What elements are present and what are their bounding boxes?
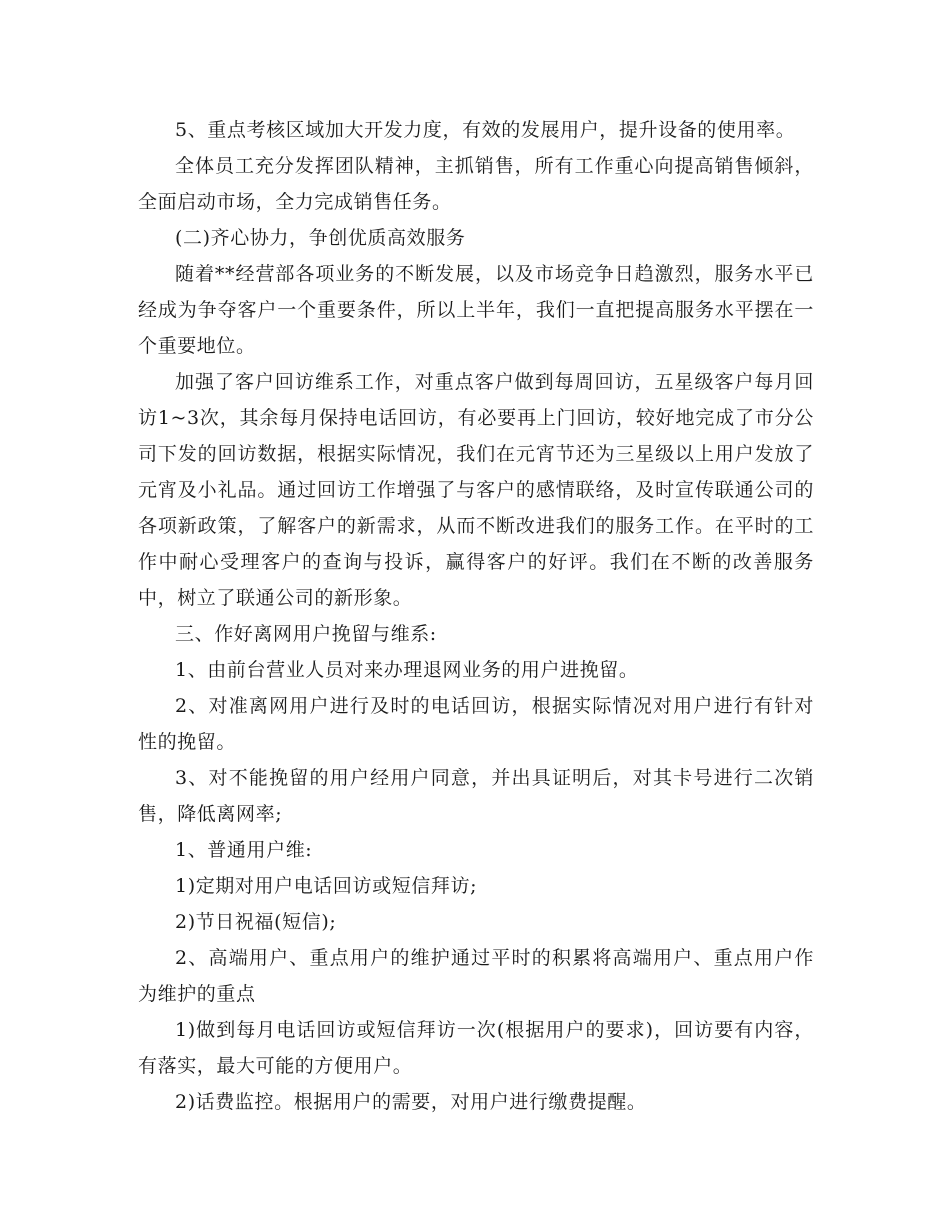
section-heading: 三、作好离网用户挽留与维系:	[175, 623, 437, 645]
sub-list-item: 2)节日祝福(短信);	[175, 911, 337, 933]
list-item: 2、对准离网用户进行及时的电话回访，根据实际情况对用户进行有针对性的挽留。	[138, 695, 814, 753]
section-heading: (二)齐心协力，争创优质高效服务	[175, 227, 466, 249]
list-item: 3、对不能挽留的用户经用户同意，并出具证明后，对其卡号进行二次销售，降低离网率;	[138, 767, 814, 825]
list-item: 1、普通用户维:	[175, 839, 313, 861]
paragraph: 加强了客户回访维系工作，对重点客户做到每周回访，五星级客户每月回访1~3次，其余每月保持电话回访，有必要再上门回访，较好地完成了市分公司下发的回访数据，根据实际情况，我们在元宵节还为三星级以上用户发放了元宵及小礼品。通过回访工作增强了与客户的感情联络，及时宣传联通公司的各项新政策，了解客户的新需求，从而不断改进我们的服务工作。在平时的工作中耐心受理客户的查询与投诉，赢得客户的好评。我们在不断的改善服务中，树立了联通公司的新形象。	[138, 371, 814, 609]
paragraph: 5、重点考核区域加大开发力度，有效的发展用户，提升设备的使用率。	[175, 119, 796, 141]
sub-list-item: 1)做到每月电话回访或短信拜访一次(根据用户的要求)，回访要有内容，有落实，最大可能的方便用户。	[138, 1019, 814, 1077]
sub-list-item: 2)话费监控。根据用户的需要，对用户进行缴费提醒。	[175, 1091, 647, 1113]
paragraph: 全体员工充分发挥团队精神，主抓销售，所有工作重心向提高销售倾斜，全面启动市场，全力完成销售任务。	[138, 155, 814, 213]
document-body	[138, 112, 814, 1120]
paragraph: 随着**经营部各项业务的不断发展，以及市场竞争日趋激烈，服务水平已经成为争夺客户一个重要条件，所以上半年，我们一直把提高服务水平摆在一个重要地位。	[138, 263, 814, 357]
list-item: 1、由前台营业人员对来办理退网业务的用户进挽留。	[175, 659, 639, 681]
list-item: 2、高端用户、重点用户的维护通过平时的积累将高端用户、重点用户作为维护的重点	[138, 947, 814, 1005]
sub-list-item: 1)定期对用户电话回访或短信拜访;	[175, 875, 478, 897]
